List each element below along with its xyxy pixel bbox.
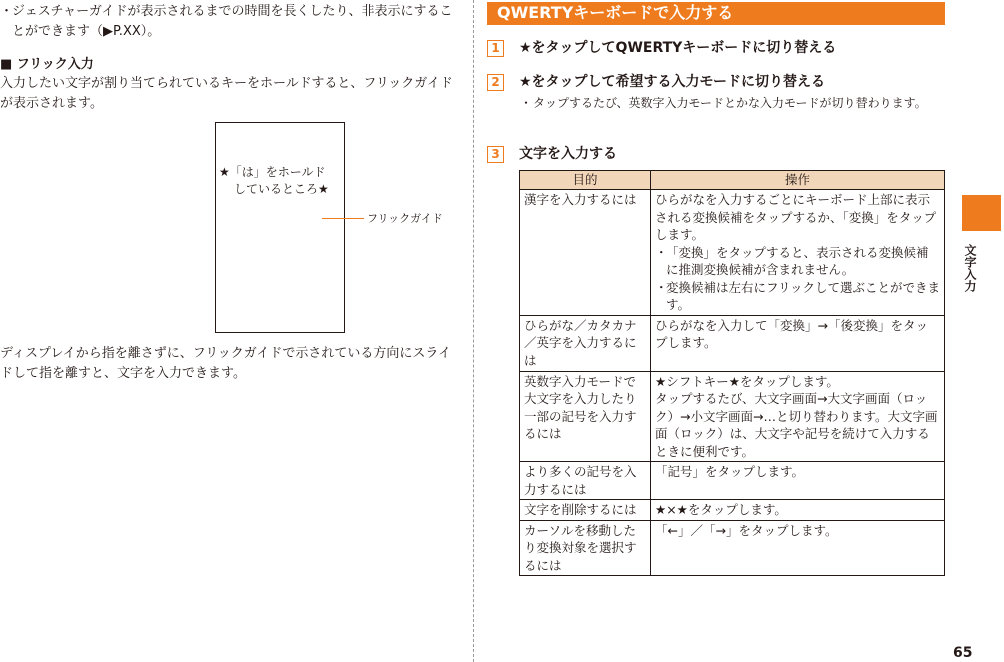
operation-subnote-text: 「変換」をタップすると、表示される変換候補に推測変換候補が含まれません。	[666, 244, 929, 277]
gesture-guide-note	[0, 2, 458, 42]
step-text: 文字を入力する	[519, 146, 617, 162]
chapter-tab-label: 文字入力	[963, 244, 977, 292]
operation-subnote-text: 変換候補は左右にフリックして選ぶことができます。	[666, 279, 941, 312]
step-2-note-text: タップするたび、英数字入力モードとかな入力モードが切り替わります。	[533, 96, 927, 110]
operation-cell: ひらがなを入力して「変換」→「後変換」をタップします。	[651, 315, 945, 371]
operation-cell: 「記号」をタップします。	[651, 462, 945, 500]
bullet-dot: ・	[655, 244, 668, 260]
figure-caption-line-2: しているところ★	[234, 182, 329, 196]
purpose-cell: ひらがな／カタカナ／英字を入力するには	[520, 315, 651, 371]
operation-subnote	[655, 244, 940, 279]
step-2-note	[520, 94, 945, 113]
bullet-dot: ・	[520, 96, 533, 110]
section-header-title: QWERTYキーボードで入力する	[497, 3, 734, 22]
purpose-cell: 文字を削除するには	[520, 500, 651, 521]
callout-line	[322, 218, 364, 219]
table-row	[520, 500, 945, 521]
bullet-dot: ・	[655, 279, 668, 295]
table-row	[520, 315, 945, 371]
flick-guide-callout-label: フリックガイド	[367, 212, 443, 225]
flick-input-footer-text: ディスプレイから指を離さずに、フリックガイドで示されている方向にスライドして指を離すと、文字を入力できます。	[0, 346, 451, 381]
purpose-cell: より多くの記号を入力するには	[520, 462, 651, 500]
table-row	[520, 462, 945, 500]
step-text: ★をタップしてQWERTYキーボードに切り替える	[519, 40, 837, 56]
operation-text: ひらがなを入力するごとにキーボード上部に表示される変換候補をタップするか、「変換」をタップします。	[655, 192, 937, 242]
purpose-cell: カーソルを移動したり変換対象を選択するには	[520, 520, 651, 576]
operation-cell	[651, 190, 945, 316]
section-header-underline	[487, 24, 945, 25]
operation-text: ★シフトキー★をタップします。	[655, 373, 839, 389]
gesture-guide-note-text: ジェスチャーガイドが表示されるまでの時間を長くしたり、非表示にすることができます（▶P.XX）。	[12, 4, 453, 39]
column-divider	[473, 0, 474, 662]
step-number-badge: 1	[487, 40, 504, 57]
operation-cell: ★×★をタップします。	[651, 500, 945, 521]
page-number: 65	[953, 645, 973, 661]
operation-text-detail: タップするたび、大文字画面→大文字画面（ロック）→小文字画面→…と切り替わります。大文字画面（ロック）は、大文字や記号を続けて入力するときに便利です。	[655, 391, 938, 459]
operation-cell	[651, 371, 945, 462]
step-number-badge: 3	[487, 146, 504, 163]
column-header-operation: 操作	[651, 171, 945, 190]
operation-cell: 「←」／「→」をタップします。	[651, 520, 945, 576]
column-header-purpose: 目的	[520, 171, 651, 190]
input-operations-table	[519, 170, 945, 576]
figure-caption	[219, 164, 329, 198]
operation-subnote	[655, 279, 940, 314]
chapter-tab	[962, 195, 1001, 231]
flick-input-heading: ■ フリック入力	[0, 57, 94, 72]
purpose-cell: 英数字入力モードで大文字を入力したり一部の記号を入力するには	[520, 371, 651, 462]
flick-input-description: 入力したい文字が割り当てられているキーをホールドすると、フリックガイドが表示されます。	[0, 76, 453, 111]
step-number-badge: 2	[487, 74, 504, 91]
table-row	[520, 190, 945, 316]
bullet-dot: ・	[0, 4, 14, 19]
table-row	[520, 371, 945, 462]
phone-screen-figure	[215, 122, 345, 333]
purpose-cell: 漢字を入力するには	[520, 190, 651, 316]
step-text: ★をタップして希望する入力モードに切り替える	[519, 74, 825, 90]
table-row	[520, 520, 945, 576]
figure-caption-line-1: ★「は」をホールド	[219, 165, 326, 179]
table-header-row	[520, 171, 945, 190]
